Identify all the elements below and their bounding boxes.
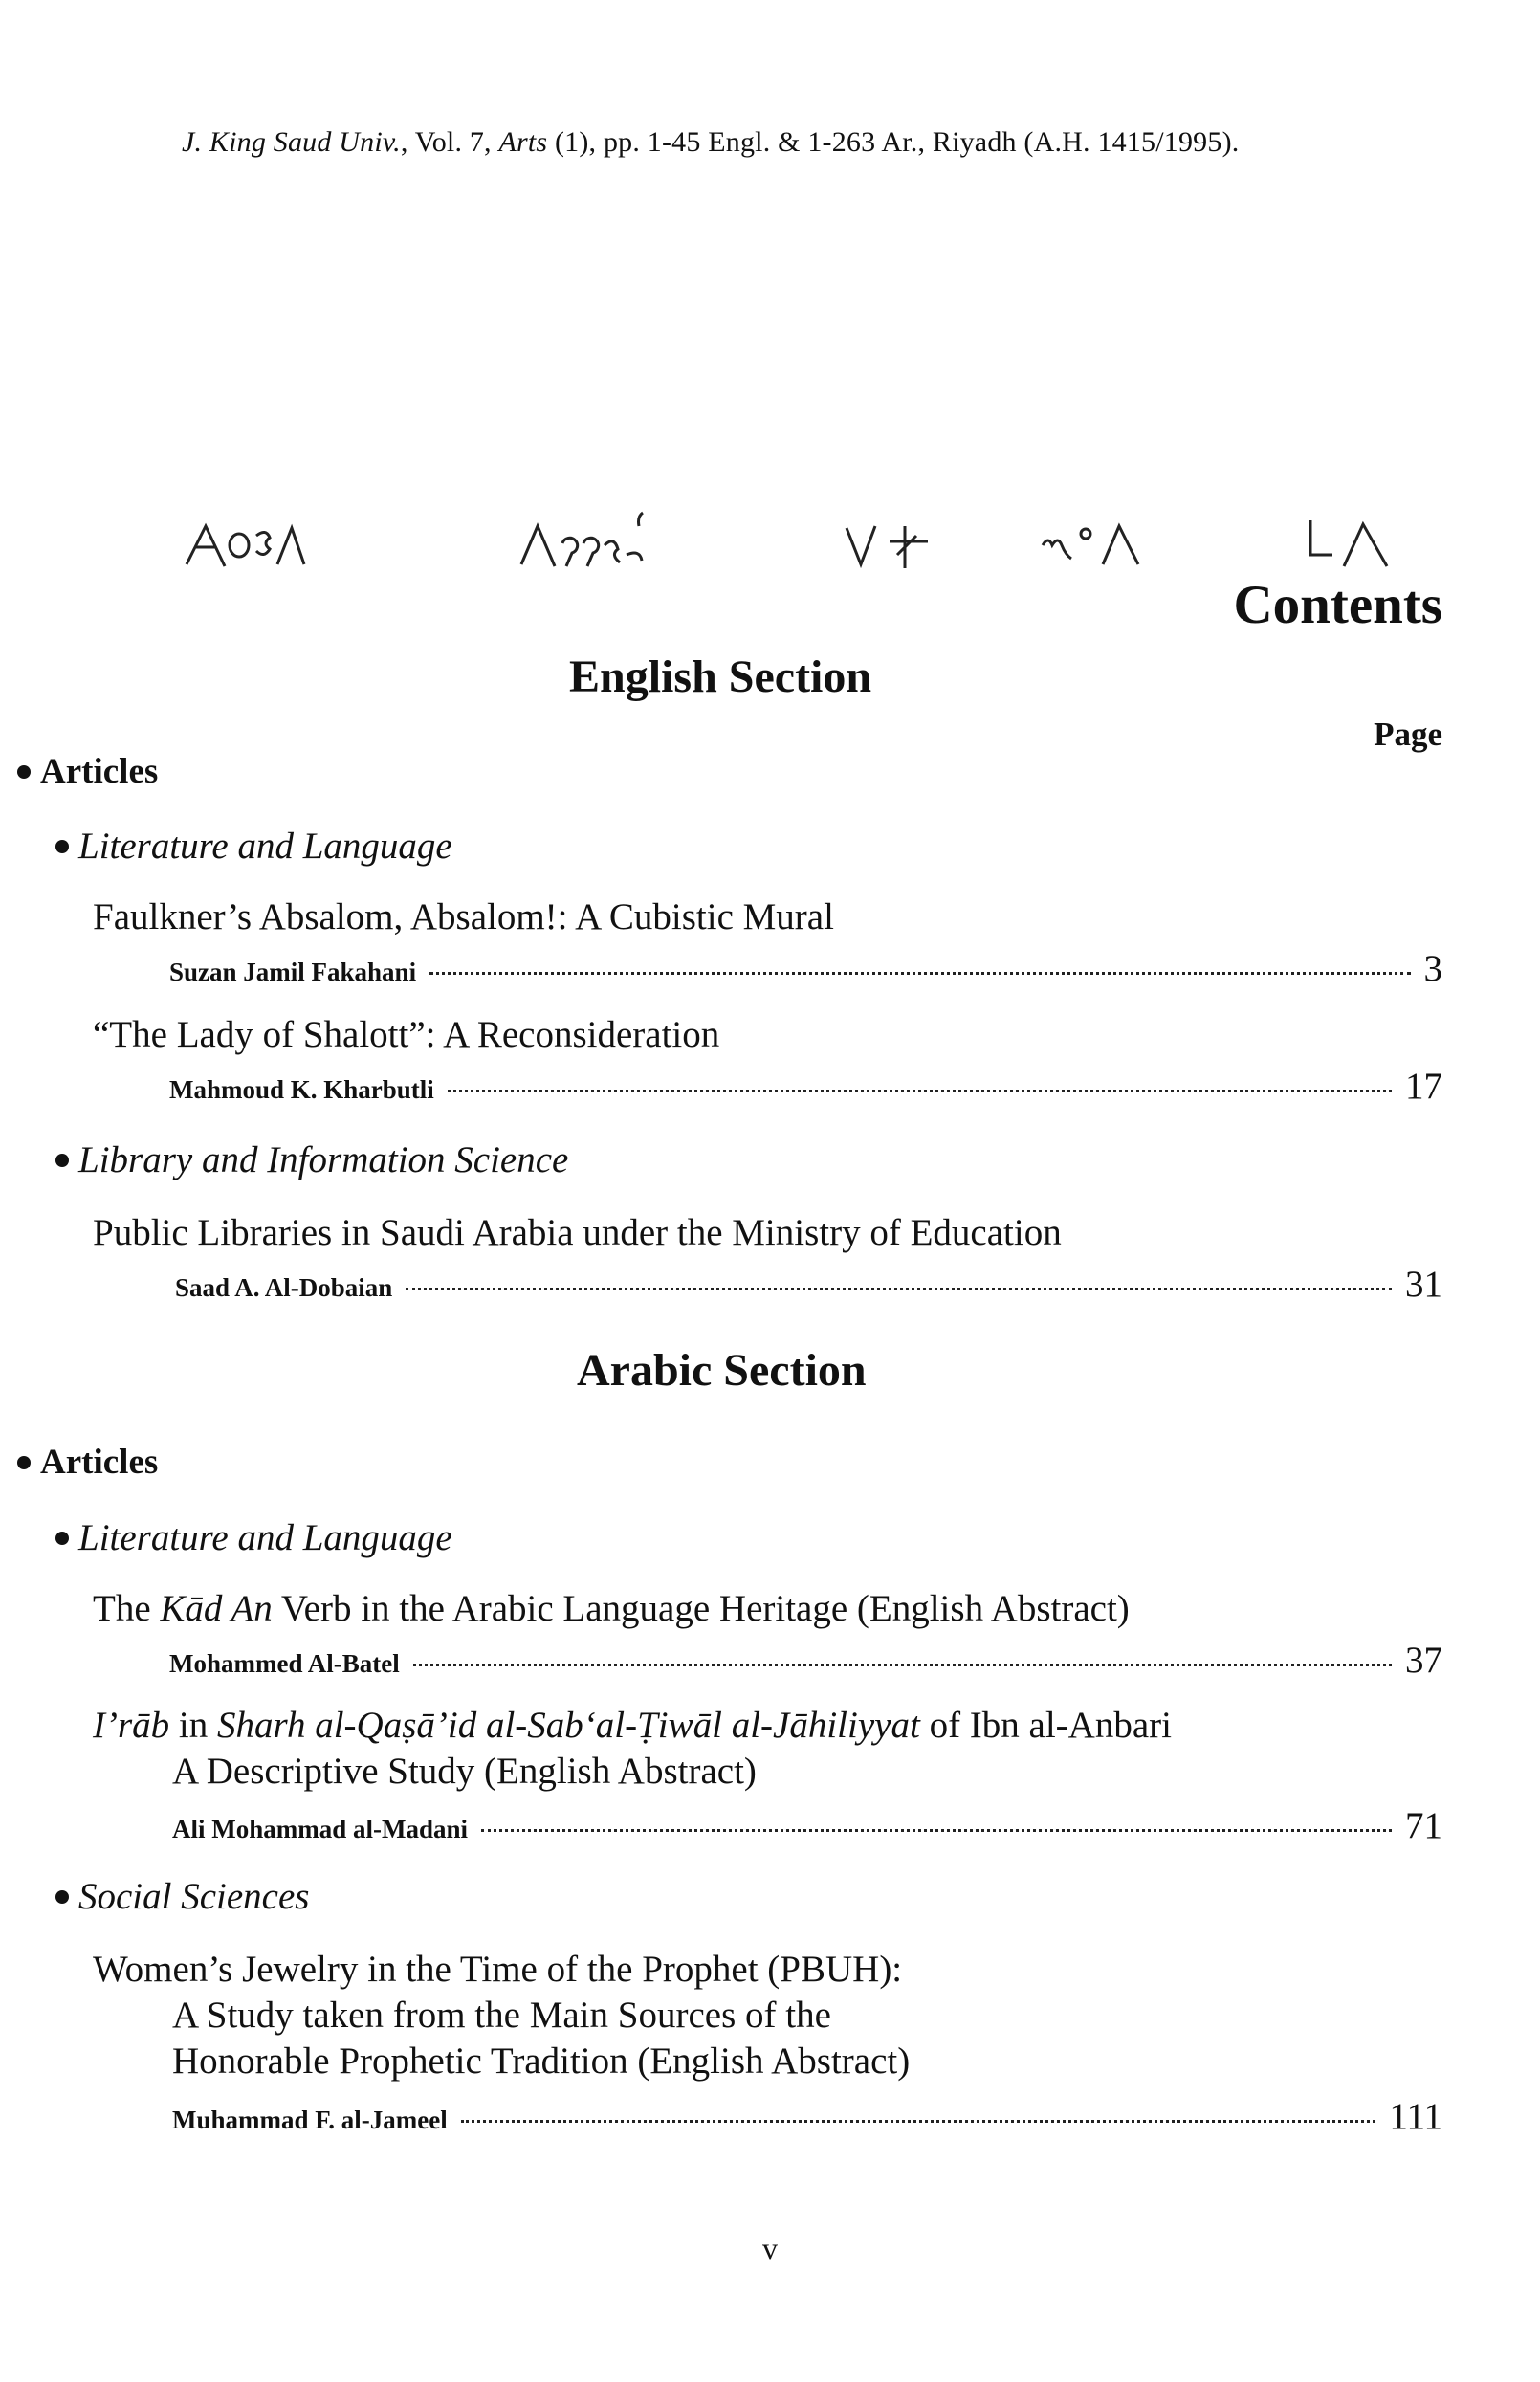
title-suffix: of Ibn al-Anbari <box>919 1705 1172 1746</box>
bullet-icon <box>17 1456 31 1469</box>
entry-title: Public Libraries in Saudi Arabia under the Ministry of Education <box>93 1212 1062 1253</box>
entry-author-row <box>169 947 1442 990</box>
entry-author-row <box>172 2095 1442 2138</box>
handwritten-annotation <box>842 507 937 584</box>
title-prefix: The <box>93 1588 161 1629</box>
subheading-library <box>55 1138 568 1181</box>
title-connector: in <box>169 1705 217 1746</box>
subheading-label: Literature and Language <box>78 826 452 867</box>
entry-title: Faulkner’s Absalom, Absalom!: A Cubistic Mural <box>93 896 834 937</box>
bullet-icon <box>17 765 31 779</box>
entry-title-line2: A Study taken from the Main Sources of the <box>172 1995 831 2036</box>
entry-author-row <box>175 1263 1442 1306</box>
contents-title: Contents <box>1233 575 1442 635</box>
entry-title <box>93 1703 1172 1749</box>
entry-page: 31 <box>1405 1264 1442 1305</box>
bullet-icon <box>55 1154 69 1167</box>
entry-author-row <box>169 1639 1442 1682</box>
title-term: Sharh al-Qaṣā’id al-Sab‘al-Ṭiwāl al-Jāhiliyyat <box>217 1705 920 1746</box>
entry-author: Mahmoud K. Kharbutli <box>169 1075 434 1104</box>
subheading-social <box>55 1875 309 1918</box>
handwritten-annotation <box>1306 507 1401 584</box>
dot-leader <box>413 1664 1392 1666</box>
entry-author: Ali Mohammad al-Madani <box>172 1815 469 1843</box>
journal-header <box>182 126 1239 159</box>
articles-label: Articles <box>40 1443 159 1482</box>
entry-author: Muhammad F. al-Jameel <box>172 2106 448 2134</box>
bullet-icon <box>55 840 69 853</box>
journal-name: J. King Saud Univ. <box>182 126 401 158</box>
entry-title-line2: A Descriptive Study (English Abstract) <box>172 1751 757 1792</box>
entry-title <box>93 1586 1130 1632</box>
dot-leader <box>406 1288 1392 1290</box>
english-section-title: English Section <box>569 651 872 702</box>
handwritten-annotation <box>182 507 306 584</box>
subheading-literature <box>55 1516 452 1559</box>
entry-page: 37 <box>1405 1640 1442 1681</box>
subheading-label: Literature and Language <box>78 1517 452 1558</box>
dot-leader <box>448 1090 1392 1092</box>
entry-author: Saad A. Al-Dobaian <box>175 1273 393 1302</box>
articles-label: Articles <box>40 752 159 791</box>
title-suffix: Verb in the Arabic Language Heritage (English Abstract) <box>272 1588 1130 1629</box>
entry-author: Mohammed Al-Batel <box>169 1649 400 1678</box>
dot-leader <box>461 2120 1376 2123</box>
arabic-articles-heading <box>17 1442 158 1483</box>
journal-volume: , Vol. 7, <box>400 126 499 158</box>
title-term: I’rāb <box>93 1705 170 1746</box>
page-column-label: Page <box>1374 716 1442 753</box>
handwritten-annotation <box>1038 507 1153 584</box>
arabic-section-title: Arabic Section <box>577 1345 867 1396</box>
entry-author-row <box>172 1804 1442 1847</box>
entry-title: Women’s Jewelry in the Time of the Prophet (PBUH): <box>93 1949 903 1990</box>
subheading-literature <box>55 825 452 868</box>
entry-page: 111 <box>1389 2096 1442 2137</box>
subheading-label: Library and Information Science <box>78 1139 569 1180</box>
bullet-icon <box>55 1532 69 1545</box>
entry-author: Suzan Jamil Fakahani <box>169 958 417 986</box>
entry-title: “The Lady of Shalott”: A Reconsideration <box>93 1014 720 1055</box>
entry-page: 3 <box>1423 948 1442 989</box>
journal-pages-place: (1), pp. 1-45 Engl. & 1-263 Ar., Riyadh (A.H. 1415/1995). <box>547 126 1240 158</box>
english-articles-heading <box>17 751 158 792</box>
journal-series: Arts <box>498 126 548 158</box>
handwritten-annotation <box>517 507 660 584</box>
title-term: Kād An <box>160 1588 273 1629</box>
entry-page: 17 <box>1405 1066 1442 1107</box>
dot-leader <box>481 1829 1392 1832</box>
entry-author-row <box>169 1065 1442 1108</box>
entry-title-line3: Honorable Prophetic Tradition (English Abstract) <box>172 2040 911 2082</box>
subheading-label: Social Sciences <box>78 1876 310 1917</box>
entry-page: 71 <box>1405 1805 1442 1846</box>
page-number: v <box>762 2231 778 2265</box>
bullet-icon <box>55 1890 69 1904</box>
dot-leader <box>429 972 1410 975</box>
